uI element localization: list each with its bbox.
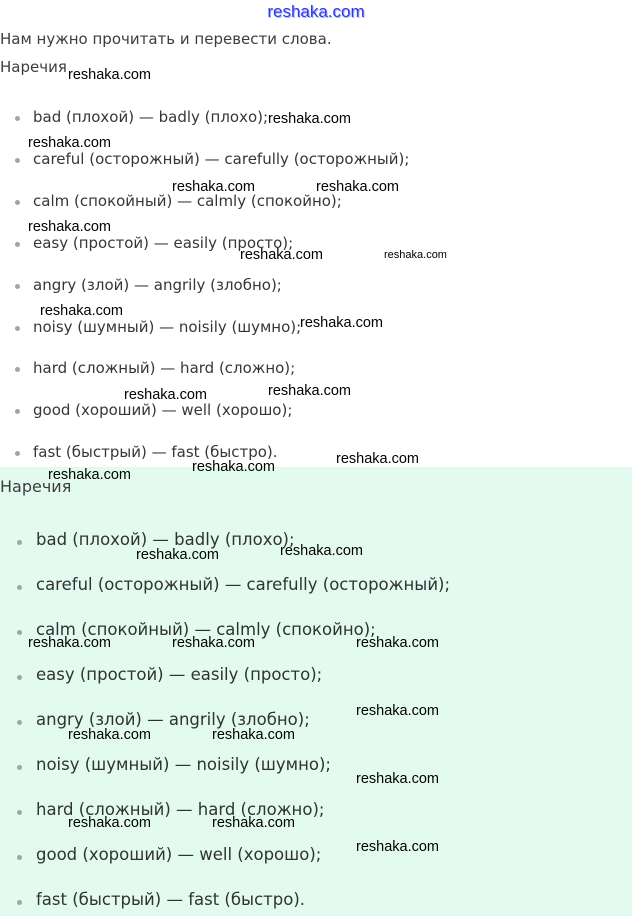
bullet-icon [15,409,20,414]
watermark: reshaka.com [356,703,440,719]
bullet-icon [17,630,22,635]
list-item-text: careful (осторожный) — carefully (осторожный); [33,150,410,168]
watermark: reshaka.com [356,635,440,651]
section-heading: Наречия [0,477,72,496]
watermark: reshaka.com [192,459,276,475]
list-item-text: hard (сложный) — hard (сложно); [36,800,325,819]
list-item-text: fast (быстрый) — fast (быстро). [36,890,306,909]
list-item-text: easy (простой) — easily (просто); [36,665,323,684]
watermark: reshaka.com [28,635,112,651]
watermark: reshaka.com [384,249,447,261]
intro-text: Нам нужно прочитать и перевести слова. [0,30,332,48]
bullet-icon [17,540,22,545]
bullet-icon [15,367,20,372]
watermark: reshaka.com [240,247,324,263]
watermark: reshaka.com [68,67,152,83]
bullet-icon [17,900,22,905]
list-item-text: noisy (шумный) — noisily (шумно); [33,318,302,336]
watermark: reshaka.com [316,179,400,195]
list-item-text: calm (спокойный) — calmly (спокойно); [33,192,342,210]
answer-panel [0,467,632,916]
list-item-text: good (хороший) — well (хорошо); [33,401,293,419]
list-item-text: angry (злой) — angrily (злобно); [33,276,282,294]
list-item-text: angry (злой) — angrily (злобно); [36,710,310,729]
watermark: reshaka.com [124,387,208,403]
watermark: reshaka.com [268,383,352,399]
section-heading: Наречия [0,58,67,76]
list-item-text: fast (быстрый) — fast (быстро). [33,443,278,461]
bullet-icon [17,675,22,680]
bullet-icon [15,326,20,331]
watermark: reshaka.com [48,467,132,483]
list-item-text: hard (сложный) — hard (сложно); [33,359,296,377]
watermark: reshaka.com [356,771,440,787]
bullet-icon [17,720,22,725]
list-item-text: noisy (шумный) — noisily (шумно); [36,755,331,774]
watermark: reshaka.com [40,303,124,319]
bullet-icon [17,810,22,815]
watermark: reshaka.com [356,839,440,855]
bullet-icon [15,116,20,121]
bullet-icon [17,765,22,770]
site-title[interactable]: reshaka.com [267,2,365,21]
bullet-icon [17,585,22,590]
watermark: reshaka.com [28,135,112,151]
bullet-icon [17,855,22,860]
list-item-text: easy (простой) — easily (просто); [33,234,294,252]
watermark: reshaka.com [68,727,152,743]
watermark: reshaka.com [280,543,364,559]
watermark: reshaka.com [300,315,384,331]
bullet-icon [15,284,20,289]
list-item-text: calm (спокойный) — calmly (спокойно); [36,620,376,639]
list-item-text: good (хороший) — well (хорошо); [36,845,322,864]
watermark: reshaka.com [212,727,296,743]
watermark: reshaka.com [172,179,256,195]
bullet-icon [15,242,20,247]
watermark: reshaka.com [268,111,352,127]
list-item-text: bad (плохой) — badly (плохо); [36,530,295,549]
list-item-text: bad (плохой) — badly (плохо); [33,108,269,126]
watermark: reshaka.com [136,547,220,563]
watermark: reshaka.com [28,219,112,235]
list-item-text: careful (осторожный) — carefully (осторожный); [36,575,451,594]
bullet-icon [15,200,20,205]
watermark: reshaka.com [68,815,152,831]
bullet-icon [15,451,20,456]
watermark: reshaka.com [212,815,296,831]
watermark: reshaka.com [172,635,256,651]
watermark: reshaka.com [336,451,420,467]
bullet-icon [15,158,20,163]
